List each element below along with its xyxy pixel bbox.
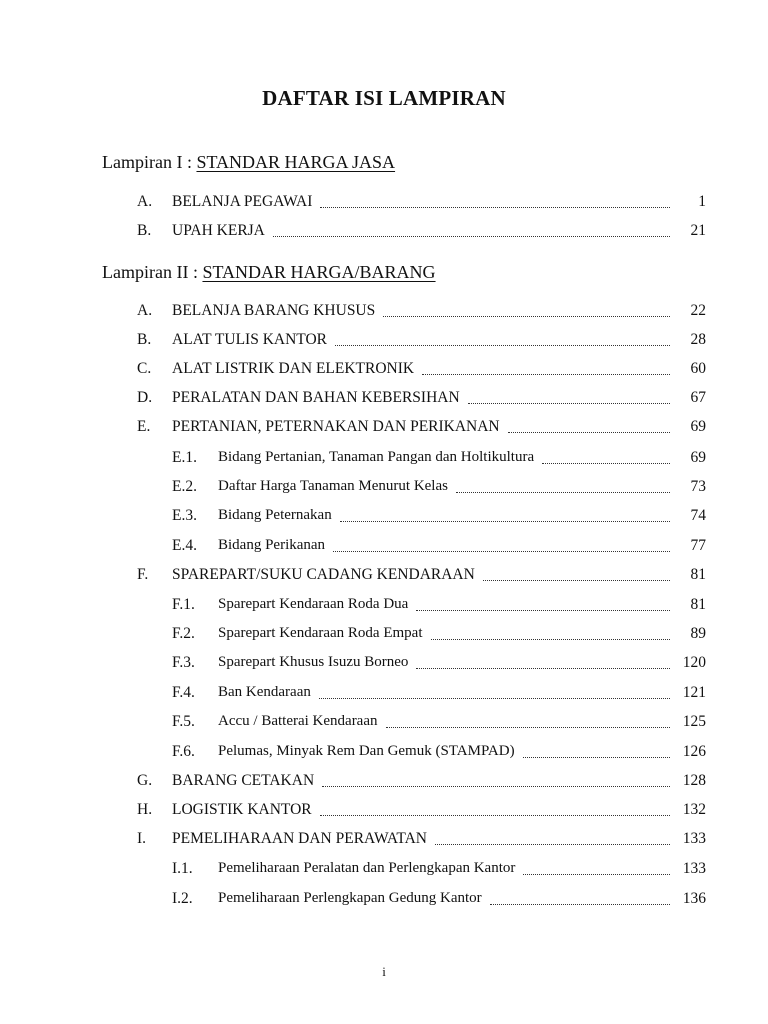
dot-leader (456, 492, 670, 493)
entry-label: PERTANIAN, PETERNAKAN DAN PERIKANAN (172, 418, 500, 435)
dot-leader (386, 727, 670, 728)
entry-label: Ban Kendaraan (218, 684, 311, 700)
entry-page-number: 1 (698, 193, 706, 210)
entry-marker: C. (137, 360, 152, 377)
entry-marker: E.1. (172, 449, 197, 466)
dot-leader (320, 815, 670, 816)
entry-marker: G. (137, 772, 153, 789)
dot-leader (523, 757, 670, 758)
entry-label: Sparepart Kendaraan Roda Dua (218, 596, 409, 612)
section-name: STANDAR HARGA JASA (196, 152, 396, 172)
toc-entry[interactable] (0, 566, 768, 588)
dot-leader (416, 668, 670, 669)
entry-marker: E.4. (172, 537, 197, 554)
dot-leader (383, 316, 670, 317)
dot-leader (542, 463, 670, 464)
dot-leader (320, 207, 670, 208)
toc-entry[interactable] (0, 801, 768, 823)
entry-page-number: 133 (682, 860, 706, 877)
entry-page-number: 60 (690, 360, 706, 377)
entry-page-number: 132 (682, 801, 706, 818)
entry-marker: A. (137, 193, 153, 210)
entry-marker: I. (137, 830, 147, 847)
toc-entry[interactable] (0, 625, 768, 647)
entry-page-number: 69 (690, 449, 706, 466)
entry-marker: A. (137, 302, 153, 319)
dot-leader (508, 432, 670, 433)
entry-page-number: 136 (682, 890, 706, 907)
entry-marker: F.3. (172, 654, 195, 671)
section-prefix: Lampiran I : (102, 152, 197, 172)
toc-entry[interactable] (0, 890, 768, 912)
toc-entry[interactable] (0, 507, 768, 529)
entry-marker: F.4. (172, 684, 195, 701)
dot-leader (468, 403, 670, 404)
entry-label: UPAH KERJA (172, 222, 265, 239)
dot-leader (422, 374, 670, 375)
dot-leader (523, 874, 670, 875)
dot-leader (319, 698, 670, 699)
dot-leader (340, 521, 670, 522)
entry-page-number: 73 (690, 478, 706, 495)
entry-label: Bidang Perikanan (218, 537, 326, 553)
entry-label: Pemeliharaan Perlengkapan Gedung Kantor (218, 890, 482, 906)
toc-entry[interactable] (0, 222, 768, 244)
toc-entry[interactable] (0, 478, 768, 500)
entry-label: Pelumas, Minyak Rem Dan Gemuk (STAMPAD) (218, 743, 515, 759)
entry-marker: I.2. (172, 890, 193, 907)
entry-label: Accu / Batterai Kendaraan (218, 713, 378, 729)
entry-page-number: 126 (682, 743, 706, 760)
dot-leader (490, 904, 670, 905)
entry-page-number: 120 (682, 654, 706, 671)
dot-leader (322, 786, 670, 787)
section-heading (102, 262, 436, 283)
entry-label: Sparepart Kendaraan Roda Empat (218, 625, 423, 641)
entry-marker: E.3. (172, 507, 197, 524)
dot-leader (483, 580, 670, 581)
toc-entry[interactable] (0, 302, 768, 324)
entry-marker: B. (137, 222, 152, 239)
entry-label: BELANJA BARANG KHUSUS (172, 302, 376, 319)
toc-entry[interactable] (0, 772, 768, 794)
dot-leader (431, 639, 670, 640)
toc-entry[interactable] (0, 193, 768, 215)
entry-label: ALAT TULIS KANTOR (172, 331, 328, 348)
entry-label: BARANG CETAKAN (172, 772, 315, 789)
entry-marker: H. (137, 801, 153, 818)
entry-label: SPAREPART/SUKU CADANG KENDARAAN (172, 566, 475, 583)
toc-entry[interactable] (0, 449, 768, 471)
page-number: i (382, 964, 386, 979)
dot-leader (333, 551, 670, 552)
toc-entry[interactable] (0, 654, 768, 676)
entry-page-number: 128 (682, 772, 706, 789)
dot-leader (416, 610, 670, 611)
entry-page-number: 81 (690, 566, 706, 583)
document-title: DAFTAR ISI LAMPIRAN (262, 86, 506, 110)
dot-leader (435, 844, 670, 845)
entry-marker: F.2. (172, 625, 195, 642)
toc-entry[interactable] (0, 743, 768, 765)
entry-label: PERALATAN DAN BAHAN KEBERSIHAN (172, 389, 460, 406)
toc-entry[interactable] (0, 360, 768, 382)
entry-page-number: 77 (690, 537, 706, 554)
entry-marker: F.1. (172, 596, 195, 613)
toc-entry[interactable] (0, 418, 768, 440)
toc-entry[interactable] (0, 830, 768, 852)
toc-entry[interactable] (0, 389, 768, 411)
entry-page-number: 133 (682, 830, 706, 847)
entry-page-number: 125 (682, 713, 706, 730)
section-heading (102, 152, 395, 173)
entry-marker: E. (137, 418, 151, 435)
entry-page-number: 21 (690, 222, 706, 239)
entry-marker: F.5. (172, 713, 195, 730)
entry-marker: E.2. (172, 478, 197, 495)
entry-page-number: 89 (690, 625, 706, 642)
entry-label: Bidang Pertanian, Tanaman Pangan dan Holtikultura (218, 449, 535, 465)
entry-page-number: 74 (690, 507, 706, 524)
toc-entry[interactable] (0, 684, 768, 706)
entry-label: BELANJA PEGAWAI (172, 193, 313, 210)
entry-marker: F.6. (172, 743, 195, 760)
entry-page-number: 81 (690, 596, 706, 613)
entry-marker: B. (137, 331, 152, 348)
entry-label: LOGISTIK KANTOR (172, 801, 312, 818)
section-name: STANDAR HARGA/BARANG (202, 262, 436, 282)
entry-label: Bidang Peternakan (218, 507, 332, 523)
toc-entry[interactable] (0, 596, 768, 618)
entry-marker: F. (137, 566, 149, 583)
entry-label: ALAT LISTRIK DAN ELEKTRONIK (172, 360, 415, 377)
entry-page-number: 121 (682, 684, 706, 701)
toc-entry[interactable] (0, 331, 768, 353)
entry-page-number: 67 (690, 389, 706, 406)
entry-page-number: 28 (690, 331, 706, 348)
section-prefix: Lampiran II : (102, 262, 203, 282)
entry-label: Daftar Harga Tanaman Menurut Kelas (218, 478, 448, 494)
dot-leader (335, 345, 670, 346)
entry-label: Pemeliharaan Peralatan dan Perlengkapan Kantor (218, 860, 516, 876)
entry-marker: I.1. (172, 860, 193, 877)
entry-label: PEMELIHARAAN DAN PERAWATAN (172, 830, 427, 847)
entry-label: Sparepart Khusus Isuzu Borneo (218, 654, 409, 670)
entry-page-number: 69 (690, 418, 706, 435)
toc-entry[interactable] (0, 860, 768, 882)
toc-entry[interactable] (0, 713, 768, 735)
entry-marker: D. (137, 389, 153, 406)
entry-page-number: 22 (690, 302, 706, 319)
toc-entry[interactable] (0, 537, 768, 559)
dot-leader (273, 236, 670, 237)
